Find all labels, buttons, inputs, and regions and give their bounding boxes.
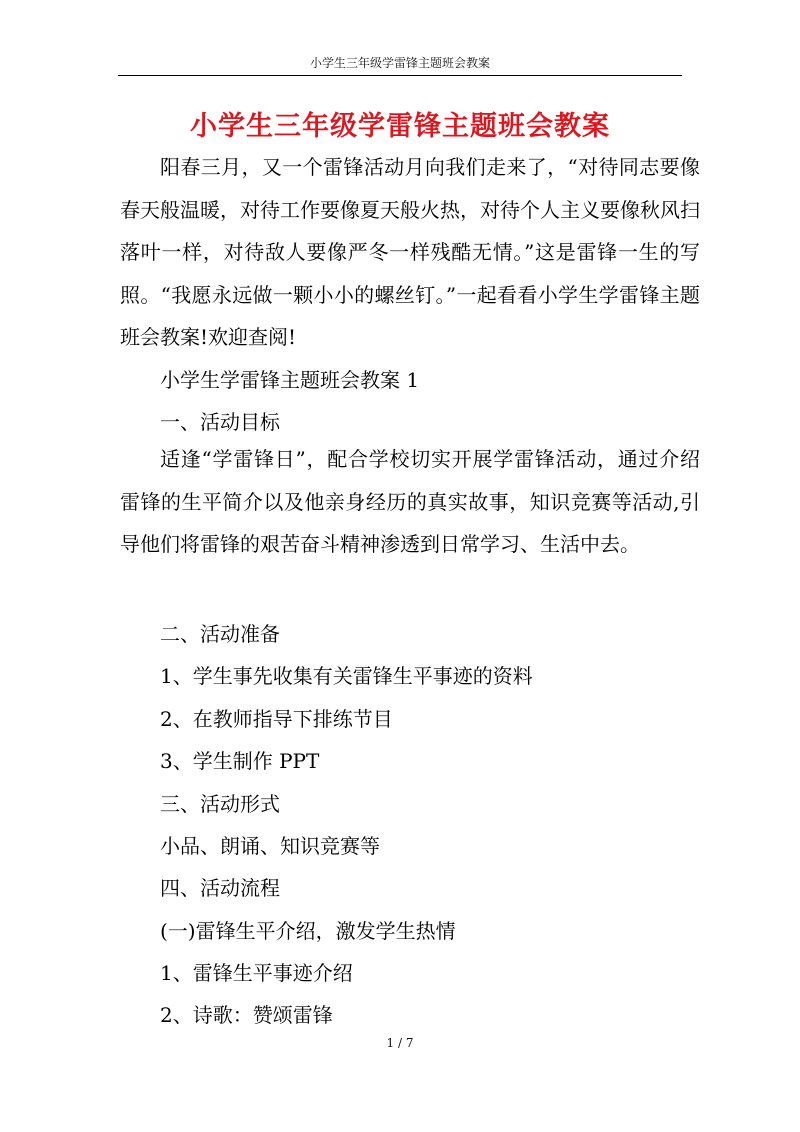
lesson-plan-heading: 小学生学雷锋主题班会教案 1 <box>160 368 420 392</box>
preparation-item-2: 2、在教师指导下排练节目 <box>160 707 393 731</box>
header-rule <box>118 75 682 76</box>
intro-paragraph: 阳春三月，又一个雷锋活动月向我们走来了，“对待同志要像春天般温暖，对待工作要像夏天般火热，对待个人主义要像秋风扫落叶一样，对待敌人要像严冬一样残酷无情。”这是雷锋一生的写照。“我愿永远做一颗小小的螺丝钉。”一起看看小学生学雷锋主题班会教案!欢迎查阅! <box>120 155 700 349</box>
preparation-item-3: 3、学生制作 PPT <box>160 749 320 773</box>
section-heading-process: 四、活动流程 <box>160 876 280 900</box>
process-subheading: (一)雷锋生平介绍，激发学生热情 <box>160 919 456 943</box>
process-item-2: 2、诗歌：赞颂雷锋 <box>160 1003 333 1027</box>
document-title: 小学生三年级学雷锋主题班会教案 <box>190 111 610 142</box>
page-number: 1 / 7 <box>386 1036 414 1050</box>
section-heading-goals: 一、活动目标 <box>160 410 280 434</box>
format-text: 小品、朗诵、知识竞赛等 <box>160 834 380 858</box>
section-heading-format: 三、活动形式 <box>160 792 280 816</box>
preparation-item-1: 1、学生事先收集有关雷锋生平事迹的资料 <box>160 664 533 688</box>
running-header: 小学生三年级学雷锋主题班会教案 <box>309 56 490 70</box>
goals-paragraph: 适逢“学雷锋日”，配合学校切实开展学雷锋活动，通过介绍雷锋的生平简介以及他亲身经历的真实故事，知识竞赛等活动,引导他们将雷锋的艰苦奋斗精神渗透到日常学习、生活中去。 <box>120 447 700 556</box>
process-item-1: 1、雷锋生平事迹介绍 <box>160 961 353 985</box>
section-heading-preparation: 二、活动准备 <box>160 622 280 646</box>
